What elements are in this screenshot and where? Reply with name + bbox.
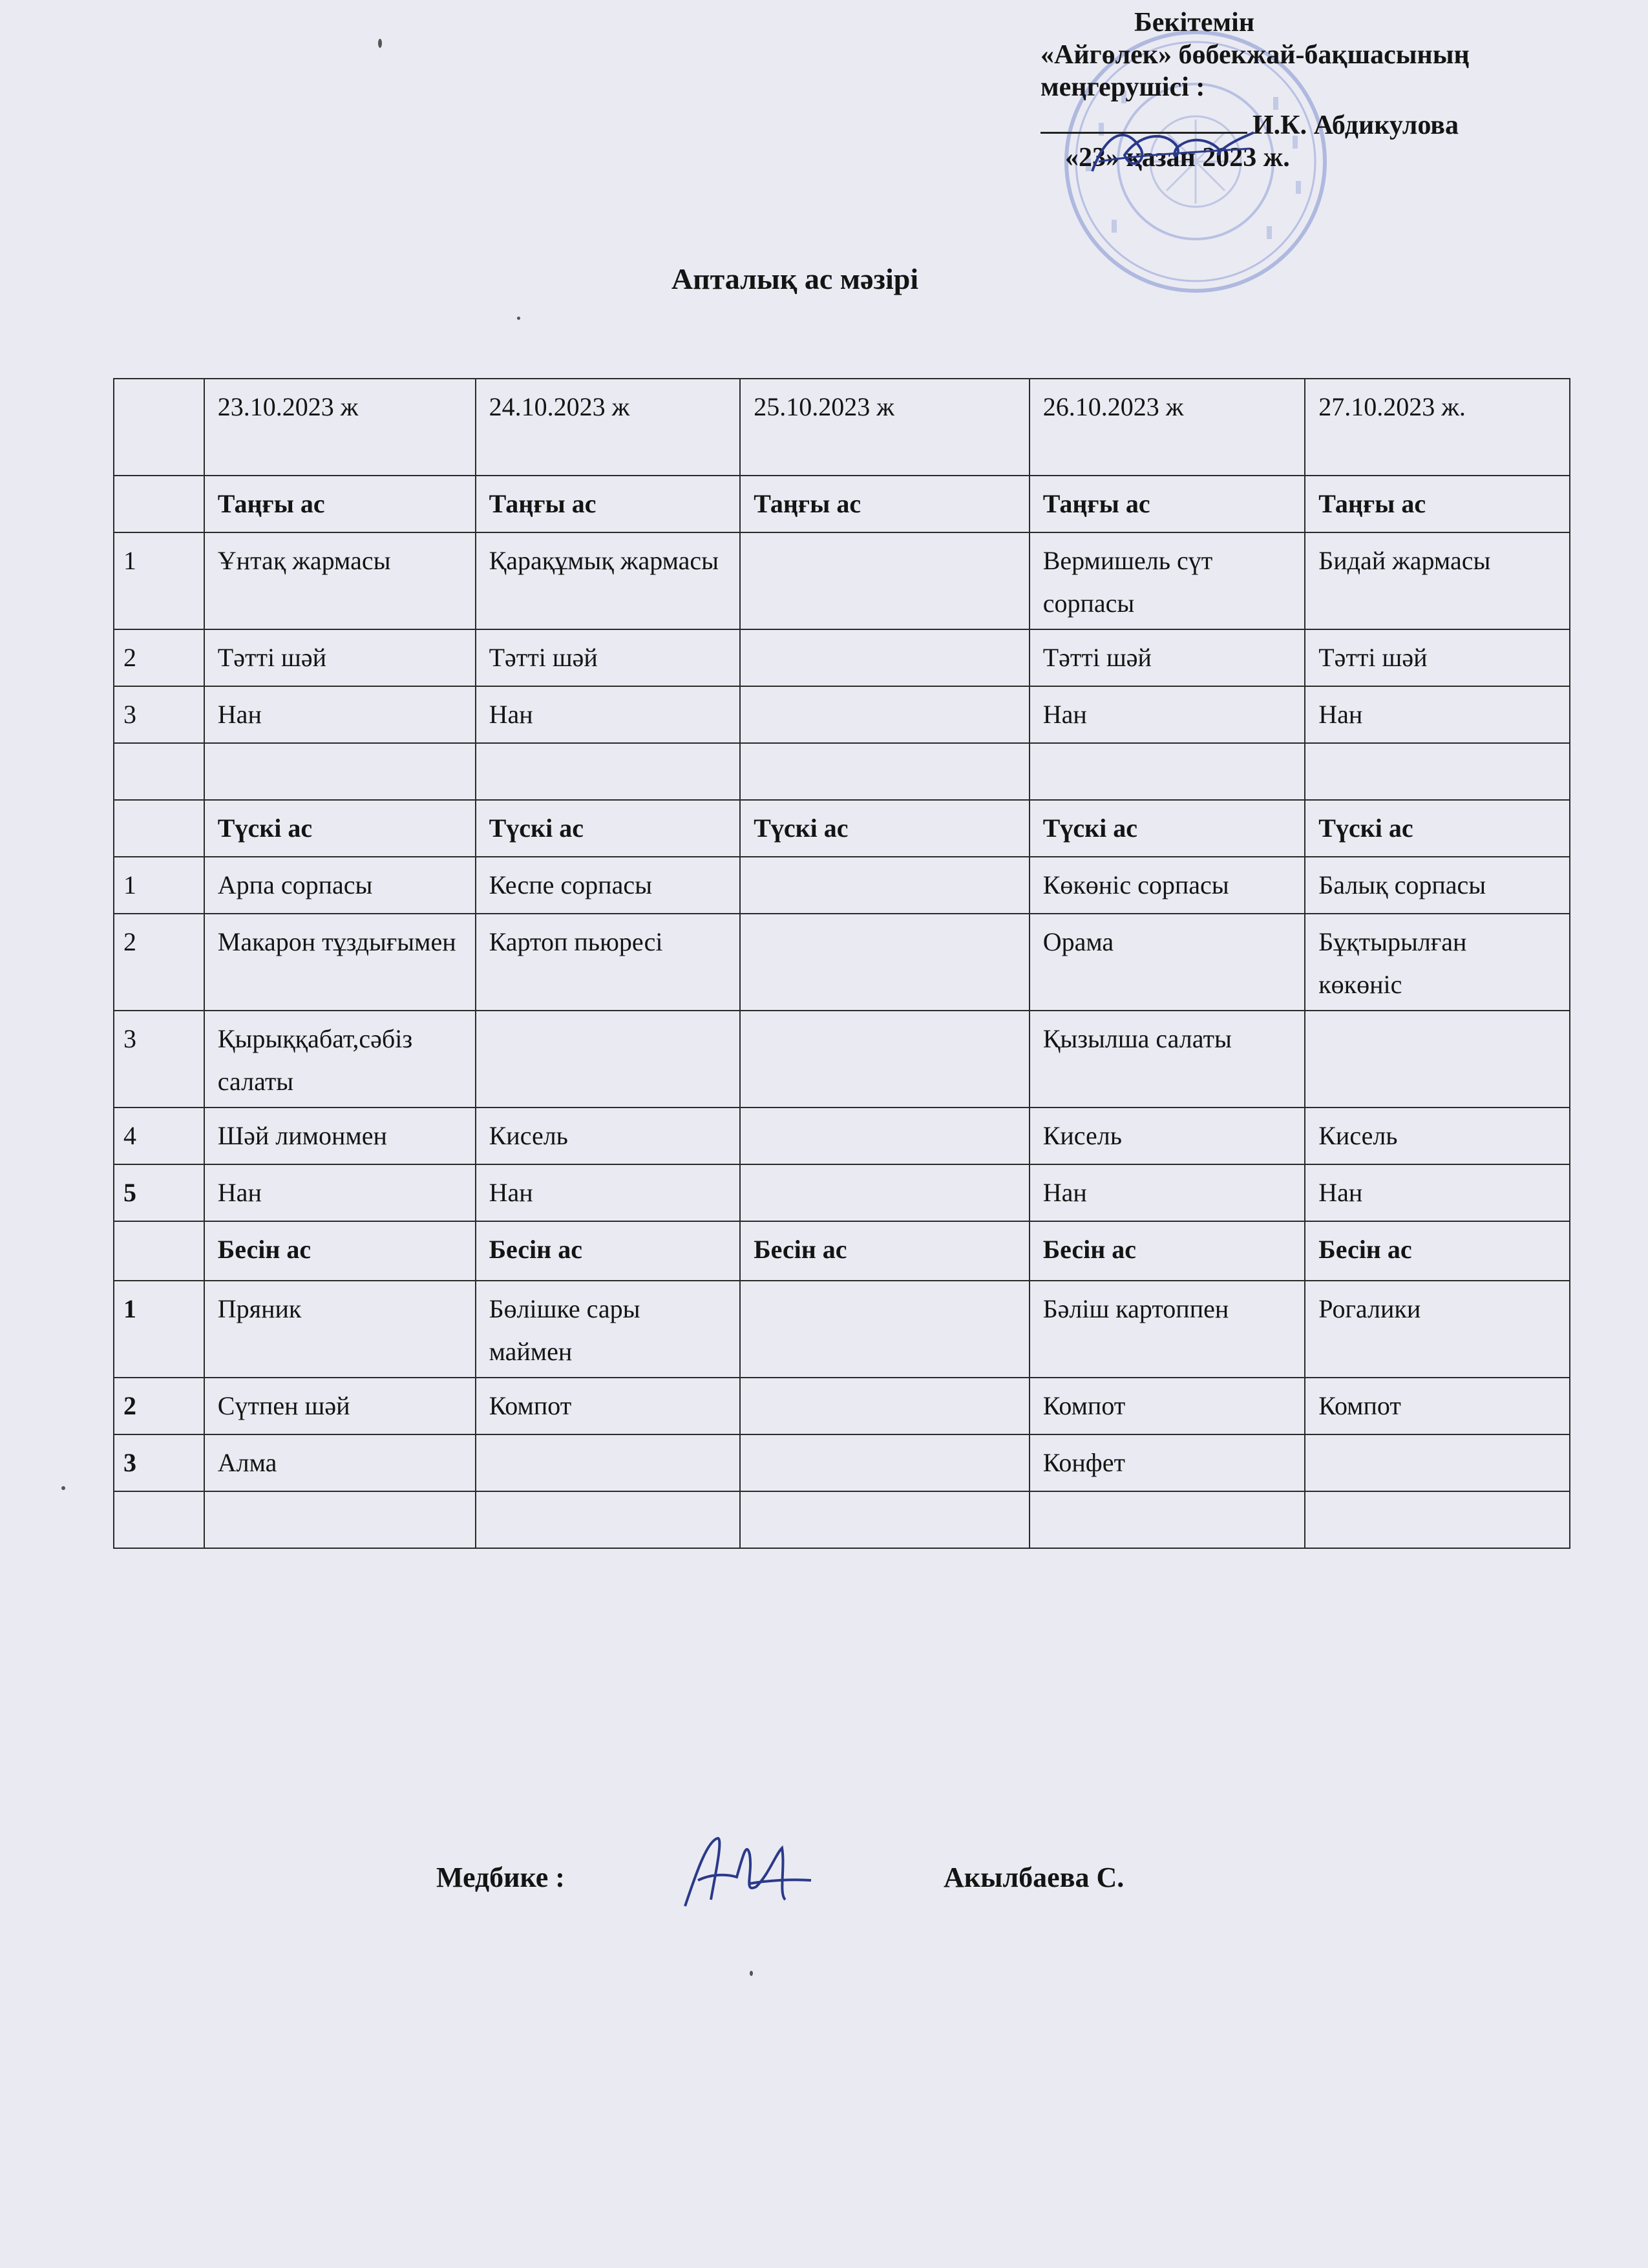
dish-cell: Кеспе сорпасы (476, 857, 741, 914)
dish-cell (740, 1164, 1029, 1221)
dish-cell: Пряник (204, 1281, 476, 1378)
row-number: 2 (114, 914, 204, 1011)
dish-cell: Бөлішке сары маймен (476, 1281, 741, 1378)
dish-cell (740, 1378, 1029, 1434)
date-cell: 23.10.2023 ж (204, 379, 476, 476)
table-row (114, 629, 1570, 686)
meal-label-cell: Таңғы ас (1030, 476, 1305, 532)
meal-label-cell: Түскі ас (476, 800, 741, 857)
dish-cell (740, 914, 1029, 1011)
table-row (114, 1164, 1570, 1221)
dish-cell: Қырыққабат,сәбіз салаты (204, 1011, 476, 1108)
empty-cell (204, 743, 476, 800)
dish-cell: Макарон тұздығымен (204, 914, 476, 1011)
row-number: 5 (114, 1164, 204, 1221)
table-row (114, 857, 1570, 914)
approval-role: меңгерушісі : (1041, 72, 1205, 102)
empty-cell (740, 1491, 1029, 1548)
date-cell: 27.10.2023 ж. (1305, 379, 1570, 476)
lunch-header-row (114, 800, 1570, 857)
dish-cell (740, 1281, 1029, 1378)
empty-cell (476, 743, 741, 800)
dish-cell (1305, 1434, 1570, 1491)
empty-cell (1030, 1491, 1305, 1548)
dish-cell: Бидай жармасы (1305, 532, 1570, 629)
dish-cell: Рогалики (1305, 1281, 1570, 1378)
dish-cell (740, 629, 1029, 686)
approval-name: И.К. Абдикулова (1252, 110, 1459, 140)
scan-speck (517, 317, 520, 320)
dish-cell: Тәтті шәй (1030, 629, 1305, 686)
row-number: 3 (114, 1011, 204, 1108)
dish-cell: Сүтпен шәй (204, 1378, 476, 1434)
menu-table (113, 378, 1570, 1549)
meal-label-cell: Таңғы ас (1305, 476, 1570, 532)
row-number: 1 (114, 857, 204, 914)
dish-cell: Балық сорпасы (1305, 857, 1570, 914)
row-number: 3 (114, 686, 204, 743)
nurse-label: Медбике : (436, 1862, 565, 1893)
table-row (114, 1108, 1570, 1164)
table-row (114, 532, 1570, 629)
dish-cell: Нан (1305, 1164, 1570, 1221)
dish-cell: Картоп пьюресі (476, 914, 741, 1011)
table-row (114, 686, 1570, 743)
dish-cell: Көкөніс сорпасы (1030, 857, 1305, 914)
empty-cell (1305, 743, 1570, 800)
dish-cell: Тәтті шәй (1305, 629, 1570, 686)
nurse-name: Акылбаева С. (944, 1862, 1125, 1893)
dish-cell: Бәліш картоппен (1030, 1281, 1305, 1378)
document-title: Апталық ас мәзірі (671, 262, 919, 295)
breakfast-header-row (114, 476, 1570, 532)
scan-speck (61, 1486, 65, 1490)
approval-title: Бекітемін (1134, 8, 1255, 37)
dish-cell: Тәтті шәй (476, 629, 741, 686)
empty-cell (114, 743, 204, 800)
dish-cell: Нан (204, 1164, 476, 1221)
empty-cell (1305, 1491, 1570, 1548)
date-cell: 26.10.2023 ж (1030, 379, 1305, 476)
dish-cell (740, 686, 1029, 743)
dish-cell (476, 1011, 741, 1108)
blank-row (114, 1491, 1570, 1548)
dish-cell: Кисель (1305, 1108, 1570, 1164)
meal-label-cell: Таңғы ас (740, 476, 1029, 532)
meal-label-cell: Бесін ас (740, 1221, 1029, 1281)
empty-cell (476, 1491, 741, 1548)
dish-cell: Компот (476, 1378, 741, 1434)
meal-label-cell: Түскі ас (204, 800, 476, 857)
dish-cell: Қарақұмық жармасы (476, 532, 741, 629)
dish-cell: Ұнтақ жармасы (204, 532, 476, 629)
dish-cell: Алма (204, 1434, 476, 1491)
table-row (114, 1378, 1570, 1434)
row-number: 2 (114, 1378, 204, 1434)
meal-label-cell: Таңғы ас (476, 476, 741, 532)
empty-cell (740, 743, 1029, 800)
dish-cell (740, 857, 1029, 914)
dish-cell: Қызылша салаты (1030, 1011, 1305, 1108)
table-row (114, 1011, 1570, 1108)
dish-cell (1305, 1011, 1570, 1108)
dish-cell: Нан (204, 686, 476, 743)
corner-cell (114, 1221, 204, 1281)
dish-cell: Нан (476, 1164, 741, 1221)
dish-cell: Нан (476, 686, 741, 743)
row-number: 3 (114, 1434, 204, 1491)
nurse-signature (672, 1829, 814, 1919)
director-signature (1079, 110, 1260, 187)
dates-row (114, 379, 1570, 476)
snack-header-row (114, 1221, 1570, 1281)
row-number: 4 (114, 1108, 204, 1164)
row-number: 2 (114, 629, 204, 686)
scan-speck (378, 39, 382, 48)
corner-cell (114, 476, 204, 532)
dish-cell: Арпа сорпасы (204, 857, 476, 914)
meal-label-cell: Бесін ас (204, 1221, 476, 1281)
dish-cell: Конфет (1030, 1434, 1305, 1491)
menu-table-body (114, 379, 1570, 1548)
corner-cell (114, 800, 204, 857)
corner-cell (114, 379, 204, 476)
dish-cell: Шәй лимонмен (204, 1108, 476, 1164)
meal-label-cell: Түскі ас (1305, 800, 1570, 857)
dish-cell (476, 1434, 741, 1491)
dish-cell: Компот (1305, 1378, 1570, 1434)
dish-cell: Нан (1305, 686, 1570, 743)
date-cell: 25.10.2023 ж (740, 379, 1029, 476)
meal-label-cell: Түскі ас (1030, 800, 1305, 857)
meal-label-cell: Таңғы ас (204, 476, 476, 532)
table-row (114, 914, 1570, 1011)
dish-cell (740, 1108, 1029, 1164)
meal-label-cell: Бесін ас (476, 1221, 741, 1281)
row-number: 1 (114, 1281, 204, 1378)
empty-cell (1030, 743, 1305, 800)
empty-cell (204, 1491, 476, 1548)
meal-label-cell: Түскі ас (740, 800, 1029, 857)
meal-label-cell: Бесін ас (1305, 1221, 1570, 1281)
dish-cell: Компот (1030, 1378, 1305, 1434)
dish-cell: Кисель (1030, 1108, 1305, 1164)
dish-cell: Тәтті шәй (204, 629, 476, 686)
approval-date: «23» қазан 2023 ж. (1065, 143, 1290, 173)
dish-cell (740, 1434, 1029, 1491)
dish-cell: Вермишель сүт сорпасы (1030, 532, 1305, 629)
scan-speck (750, 1971, 753, 1976)
dish-cell: Бұқтырылған көкөніс (1305, 914, 1570, 1011)
table-row (114, 1281, 1570, 1378)
row-number: 1 (114, 532, 204, 629)
empty-cell (114, 1491, 204, 1548)
dish-cell: Нан (1030, 686, 1305, 743)
table-row (114, 1434, 1570, 1491)
dish-cell (740, 532, 1029, 629)
dish-cell: Кисель (476, 1108, 741, 1164)
meal-label-cell: Бесін ас (1030, 1221, 1305, 1281)
dish-cell: Орама (1030, 914, 1305, 1011)
approval-org: «Айгөлек» бөбекжай-бақшасының (1041, 40, 1470, 70)
footer (0, 1848, 1648, 1938)
date-cell: 24.10.2023 ж (476, 379, 741, 476)
blank-row (114, 743, 1570, 800)
dish-cell: Нан (1030, 1164, 1305, 1221)
dish-cell (740, 1011, 1029, 1108)
